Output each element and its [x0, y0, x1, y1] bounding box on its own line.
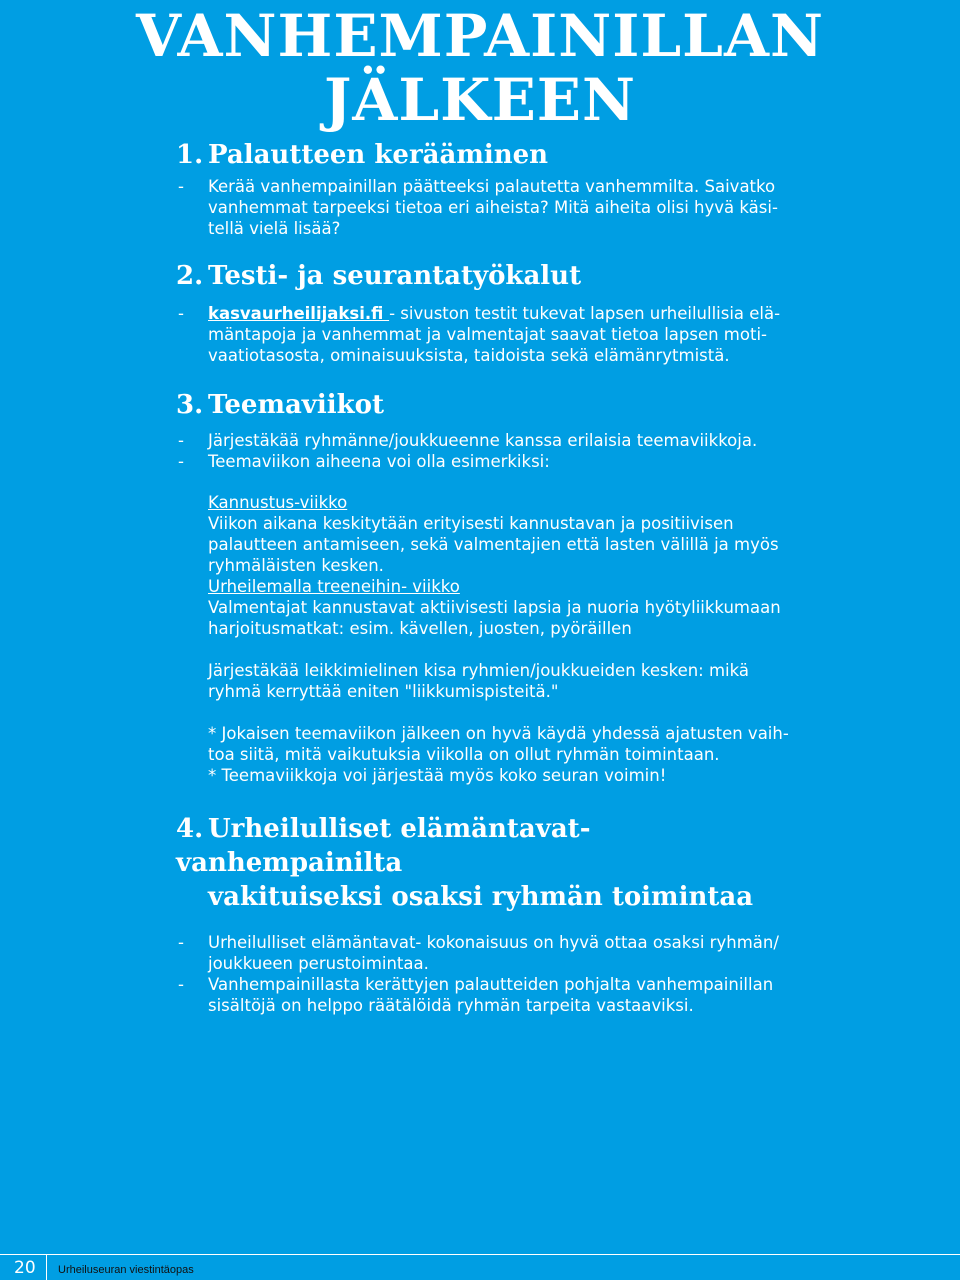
dash-bullet: -: [178, 975, 184, 994]
text-line: Teemaviikon aiheena voi olla esimerkiksi:: [208, 452, 550, 471]
week-1: [172, 492, 822, 576]
text-line: * Teemaviikkoja voi järjestää myös koko seuran voimin!: [208, 766, 667, 785]
week-2: [172, 576, 822, 639]
publication-name: Urheiluseuran viestintäopas: [58, 1264, 194, 1276]
dash-bullet: -: [178, 431, 184, 450]
section-3-heading: [172, 388, 822, 422]
notes-paragraph: [172, 723, 822, 786]
list-item: [172, 974, 822, 1016]
dash-bullet: -: [178, 177, 184, 196]
page-number: 20: [14, 1258, 36, 1278]
text-line: ryhmä kerryttää eniten "liikkumispisteitä.": [208, 682, 559, 701]
page-title: VANHEMPAINILLAN JÄLKEEN: [136, 2, 824, 134]
text-line: Viikon aikana keskitytään erityisesti kannustavan ja positiivisen: [208, 514, 734, 533]
text-line: vanhemmat tarpeeksi tietoa eri aiheista? Mitä aiheita olisi hyvä käsi-: [208, 198, 778, 217]
text-line: joukkueen perustoimintaa.: [208, 954, 429, 973]
list-item: [172, 932, 822, 974]
section-2-heading: [172, 259, 822, 293]
week-title: Urheilemalla treeneihin- viikko: [208, 577, 460, 596]
section-number: 4.: [176, 814, 204, 844]
website-link[interactable]: kasvaurheilijaksi.fi: [208, 304, 390, 323]
section-title: Palautteen kerääminen: [208, 140, 549, 170]
text-line: sisältöjä on helppo räätälöidä ryhmän tarpeita vastaaviksi.: [208, 996, 694, 1015]
dash-bullet: -: [178, 304, 184, 323]
text-line: ryhmäläisten kesken.: [208, 556, 384, 575]
main-content: [172, 138, 822, 1016]
footer-separator: [46, 1254, 47, 1280]
text-line: * Jokaisen teemaviikon jälkeen on hyvä käydä yhdessä ajatusten vaih-: [208, 724, 789, 743]
text-line: palautteen antamiseen, sekä valmentajien että lasten välillä ja myös: [208, 535, 779, 554]
list-item: [172, 176, 822, 239]
section-number: 2.: [176, 261, 204, 291]
text-line: Urheilulliset elämäntavat- kokonaisuus on hyvä ottaa osaksi ryhmän/: [208, 933, 779, 952]
dash-bullet: -: [178, 933, 184, 952]
section-title: vakituiseksi osaksi ryhmän toimintaa: [208, 882, 754, 912]
section-title: Testi- ja seurantatyökalut: [208, 261, 582, 291]
dash-bullet: -: [178, 452, 184, 471]
section-number: 1.: [176, 140, 204, 170]
section-number: 3.: [176, 390, 204, 420]
text-line: Vanhempainillasta kerättyjen palautteiden pohjalta vanhempainillan: [208, 975, 774, 994]
text-line: Kerää vanhempainillan päätteeksi palautetta vanhemmilta. Saivatko: [208, 177, 776, 196]
section-1-heading: [172, 138, 822, 172]
text-line: Valmentajat kannustavat aktiivisesti lapsia ja nuoria hyötyliikkumaan: [208, 598, 781, 617]
text-line: Järjestäkää ryhmänne/joukkueenne kanssa erilaisia teemaviikkoja.: [208, 431, 758, 450]
text-line: tellä vielä lisää?: [208, 219, 341, 238]
text-line: harjoitusmatkat: esim. kävellen, juosten, pyöräillen: [208, 619, 632, 638]
section-title: Teemaviikot: [208, 390, 385, 420]
page-footer: [0, 1254, 960, 1280]
contest-paragraph: [172, 660, 822, 702]
text-line: vaatiotasosta, ominaisuuksista, taidoista sekä elämänrytmistä.: [208, 346, 730, 365]
list-item: [172, 303, 822, 366]
list-item: [172, 430, 822, 451]
footer-divider: [0, 1254, 960, 1255]
section-4-heading: [172, 812, 822, 914]
week-title: Kannustus-viikko: [208, 493, 348, 512]
text-line: mäntapoja ja vanhemmat ja valmentajat saavat tietoa lapsen moti-: [208, 325, 767, 344]
list-item: [172, 451, 822, 472]
section-title: Urheilulliset elämäntavat- vanhempainilta: [176, 814, 591, 878]
text-line: toa siitä, mitä vaikutuksia viikolla on ollut ryhmän toimintaan.: [208, 745, 720, 764]
text-line: Järjestäkää leikkimielinen kisa ryhmien/joukkueiden kesken: mikä: [208, 661, 750, 680]
text-line: - sivuston testit tukevat lapsen urheilullisia elä-: [389, 304, 781, 323]
